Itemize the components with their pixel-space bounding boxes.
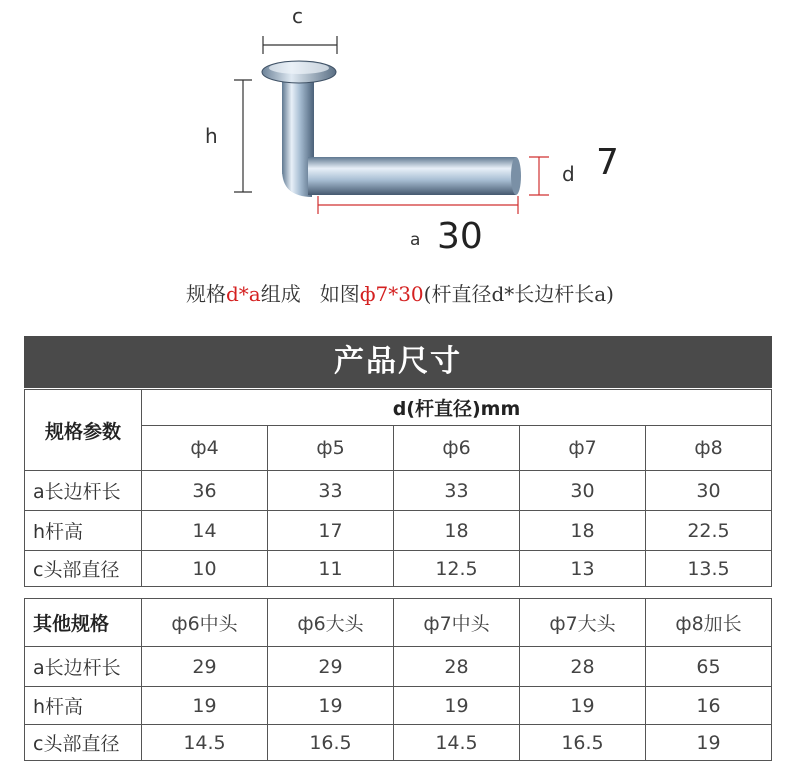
table-row [25, 647, 772, 687]
row-label: a长边杆长 [25, 471, 142, 511]
table-cell: 29 [268, 647, 394, 687]
table-cell: 14.5 [394, 725, 520, 761]
table2-col-header: ф8加长 [646, 599, 772, 647]
table-cell: 22.5 [646, 511, 772, 551]
table-cell: 19 [142, 687, 268, 725]
d-dimension [529, 157, 549, 195]
table-row [25, 511, 772, 551]
table2-col-header: ф6中头 [142, 599, 268, 647]
section-banner: 产品尺寸 [24, 336, 772, 388]
table-cell: 28 [520, 647, 646, 687]
row-label: c头部直径 [25, 725, 142, 761]
table-cell: 16.5 [268, 725, 394, 761]
table-cell: 28 [394, 647, 520, 687]
d-label: d [562, 162, 575, 186]
table-cell: 13 [520, 551, 646, 587]
table-cell: 17 [268, 511, 394, 551]
table-cell: 14.5 [142, 725, 268, 761]
row-label: c头部直径 [25, 551, 142, 587]
caption-part2: d*a [226, 282, 261, 306]
table2-col-header: ф7中头 [394, 599, 520, 647]
table-cell: 18 [520, 511, 646, 551]
table-cell: 16 [646, 687, 772, 725]
table-row [25, 551, 772, 587]
table-cell: 19 [646, 725, 772, 761]
table1-col-header: ф6 [394, 426, 520, 471]
l-pin [262, 61, 521, 197]
table-cell: 33 [268, 471, 394, 511]
h-label: h [205, 124, 218, 148]
c-label: c [292, 4, 303, 28]
table-row [25, 725, 772, 761]
spec-table-other [24, 598, 772, 761]
table-cell: 10 [142, 551, 268, 587]
table-cell: 18 [394, 511, 520, 551]
table1-col-header: ф4 [142, 426, 268, 471]
row-label: h杆高 [25, 687, 142, 725]
table-cell: 30 [520, 471, 646, 511]
product-diagram [0, 0, 800, 270]
table1-group-header: d(杆直径)mm [142, 390, 772, 426]
table2-col-header: ф6大头 [268, 599, 394, 647]
table-cell: 33 [394, 471, 520, 511]
table-cell: 13.5 [646, 551, 772, 587]
d-value: 7 [596, 142, 619, 183]
a-value: 30 [437, 216, 483, 257]
table-cell: 14 [142, 511, 268, 551]
row-label: a长边杆长 [25, 647, 142, 687]
caption-part5: (杆直径d*长边杆长a) [423, 282, 614, 306]
table1-col-header: ф7 [520, 426, 646, 471]
spec-table-main [24, 389, 772, 587]
table-cell: 29 [142, 647, 268, 687]
caption-part3: 组成 如图 [260, 282, 360, 306]
table-cell: 30 [646, 471, 772, 511]
table-cell: 16.5 [520, 725, 646, 761]
table-cell: 65 [646, 647, 772, 687]
caption-part1: 规格 [186, 282, 226, 306]
table-row [25, 687, 772, 725]
table-cell: 11 [268, 551, 394, 587]
table-cell: 19 [394, 687, 520, 725]
table2-col-header: ф7大头 [520, 599, 646, 647]
table-cell: 19 [520, 687, 646, 725]
table-cell: 36 [142, 471, 268, 511]
row-label: h杆高 [25, 511, 142, 551]
table-cell: 12.5 [394, 551, 520, 587]
table-cell: 19 [268, 687, 394, 725]
spec-caption [0, 278, 800, 307]
table1-corner: 规格参数 [25, 390, 142, 471]
a-label: a [410, 230, 421, 250]
table1-col-header: ф8 [646, 426, 772, 471]
h-dimension [234, 80, 252, 192]
c-dimension [263, 36, 337, 54]
table1-col-header: ф5 [268, 426, 394, 471]
table2-corner: 其他规格 [25, 599, 142, 647]
caption-part4: ф7*30 [359, 282, 424, 306]
l-pin-illustration [0, 0, 800, 270]
table-row [25, 471, 772, 511]
a-dimension [318, 196, 518, 214]
